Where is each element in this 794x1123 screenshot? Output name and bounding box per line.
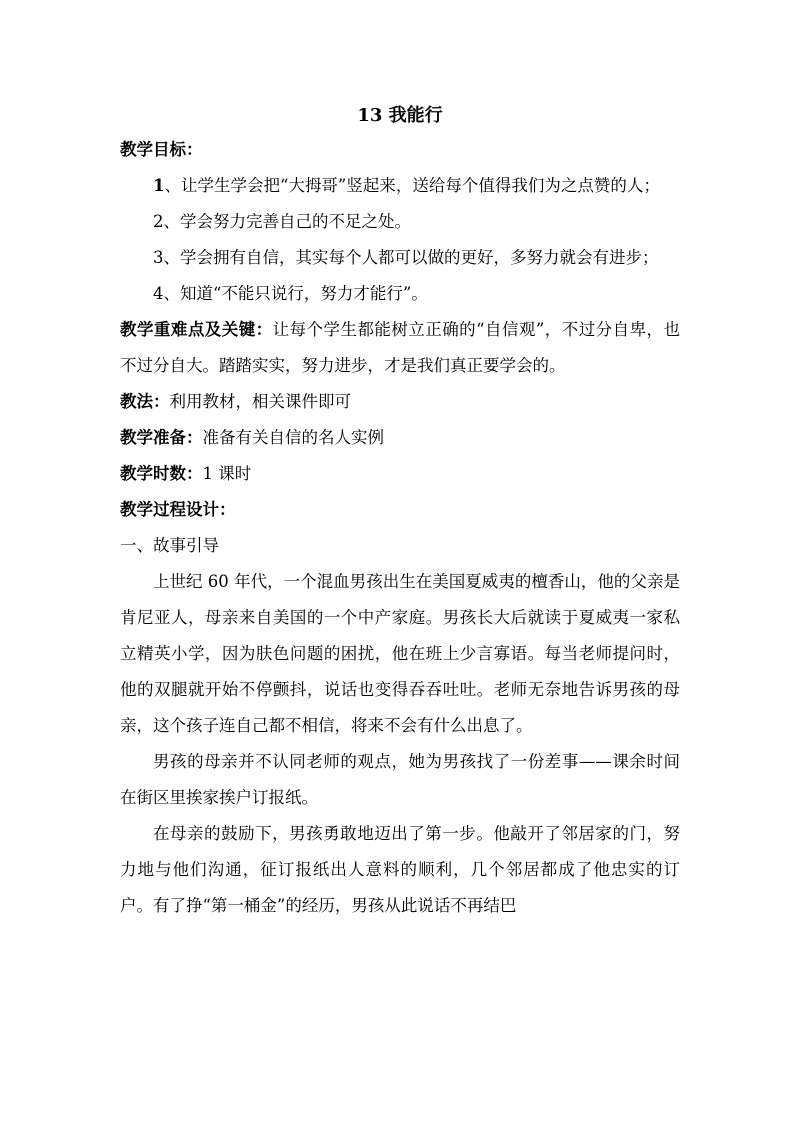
key-points [120,312,680,384]
story-paragraph-3: 在母亲的鼓励下，男孩勇敢地迈出了第一步。他敲开了邻居家的门，努力地与他们沟通，征订报纸出人意料的顺利，几个邻居都成了他忠实的订户。有了挣“第一桶金”的经历，男孩从此说话不再结巴 [120,824,680,915]
objective-number: 2 [153,212,164,231]
objective-item-4 [120,276,680,312]
objective-number: 3 [153,248,164,267]
page-title: 13 我能行 [357,105,443,126]
key-points-text: 让每个学生都能树立正确的“自信观”，不过分自卑，也不过分自大。踏踏实实，努力进步，才是我们真正要学会的。 [120,320,680,375]
objectives-heading: 教学目标： [120,140,203,159]
preparation-text: 准备有关自信的名人实例 [202,428,384,447]
story-paragraph-1: 上世纪 60 年代，一个混血男孩出生在美国夏威夷的檀香山，他的父亲是肯尼亚人，母亲来自美国的一个中产家庭。男孩长大后就读于夏威夷一家私立精英小学，因为肤色问题的困扰，他在班上少言寡语。每当老师提问时，他的双腿就开始不停颤抖，说话也变得吞吞吐吐。老师无奈地告诉男孩的母亲，这个孩子连自己都不相信，将来不会有什么出息了。 [120,572,680,735]
story-paragraph-2: 男孩的母亲并不认同老师的观点，她为男孩找了一份差事——课余时间在街区里挨家挨户订报纸。 [120,752,680,807]
preparation-label: 教学准备： [120,428,203,447]
document-page [120,100,680,924]
objective-number: 1 [153,176,165,195]
method-text: 利用教材，相关课件即可 [169,392,351,411]
objective-text: 、学会拥有自信，其实每个人都可以做的更好，多努力就会有进步； [163,248,659,267]
key-points-label: 教学重难点及关键： [120,320,273,339]
objective-item-3 [120,240,680,276]
hours-text: 1 课时 [202,464,252,483]
teaching-preparation [120,420,680,456]
objective-number: 4 [153,284,164,303]
method-label: 教法： [120,392,170,411]
teaching-method [120,384,680,420]
process-heading: 教学过程设计： [120,500,236,519]
teaching-hours [120,456,680,492]
objective-item-2 [120,204,680,240]
section-one-heading: 一、故事引导 [120,536,219,555]
objective-text: 、学会努力完善自己的不足之处。 [163,212,411,231]
hours-label: 教学时数： [120,464,203,483]
objective-text: 、知道“不能只说行，努力才能行”。 [163,284,428,303]
objective-item-1 [120,168,680,204]
objective-text: 、让学生学会把“大拇哥”竖起来，送给每个值得我们为之点赞的人； [164,176,660,195]
